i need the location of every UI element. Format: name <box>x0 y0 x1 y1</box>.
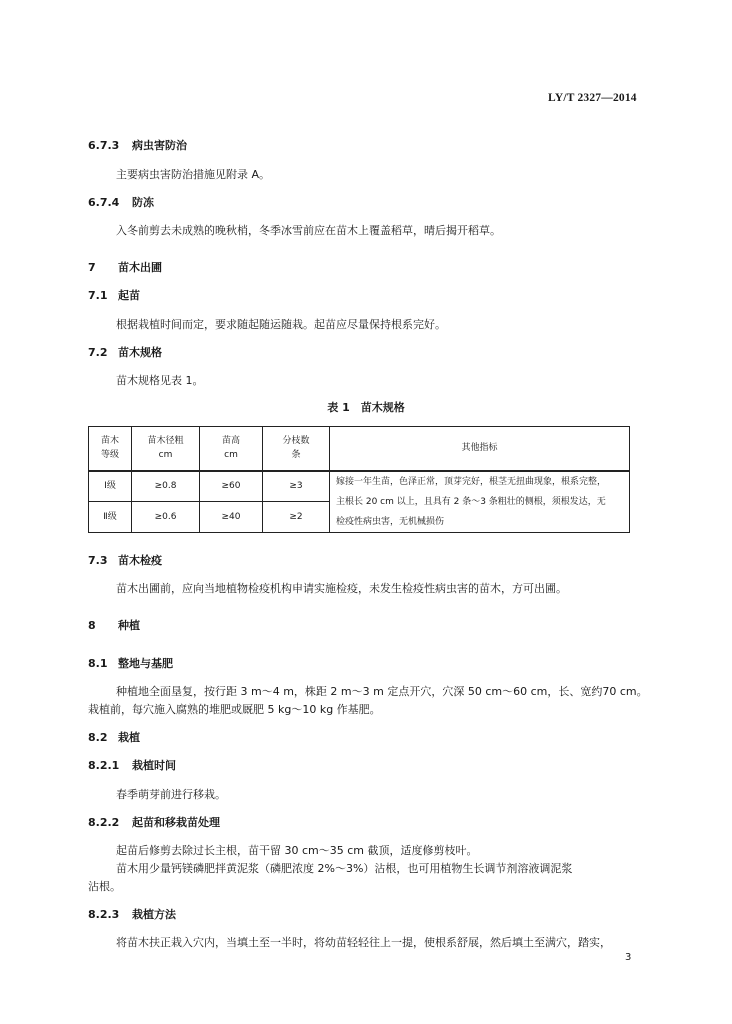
header-grade: 苗木 等级 <box>89 427 132 471</box>
section-title: 起苗 <box>118 289 140 302</box>
section-number: 7.1 <box>88 289 108 302</box>
heading-7-1 <box>88 287 140 303</box>
section-number: 8.1 <box>88 657 108 670</box>
section-number: 8.2 <box>88 731 108 744</box>
header-height: 苗高 cm <box>200 427 263 471</box>
cell-height: ≥60 <box>200 471 263 502</box>
paragraph-8-2-3: 将苗木扶正栽入穴内，当填土至一半时，将幼苗轻轻往上一提，使根系舒展，然后填土至满穴，踏实， <box>116 936 611 949</box>
section-title: 栽植时间 <box>132 759 176 772</box>
section-title: 种植 <box>118 619 140 632</box>
cell-other-indicators <box>330 471 630 533</box>
section-title: 苗木出圃 <box>118 261 162 274</box>
section-number: 8.2.3 <box>88 908 120 921</box>
seedling-spec-table <box>88 426 630 533</box>
page-number: 3 <box>625 952 632 963</box>
heading-6-7-4 <box>88 194 154 210</box>
header-branches: 分枝数 条 <box>263 427 330 471</box>
paragraph-6-7-3: 主要病虫害防治措施见附录 A。 <box>116 168 271 181</box>
section-title: 防冻 <box>132 196 154 209</box>
heading-8-2-1 <box>88 757 176 773</box>
section-number: 6.7.3 <box>88 139 120 152</box>
heading-8-2-3 <box>88 906 176 922</box>
section-title: 栽植方法 <box>132 908 176 921</box>
cell-height: ≥40 <box>200 501 263 532</box>
paragraph-8-2-1: 春季萌芽前进行移栽。 <box>116 788 226 801</box>
header-other: 其他指标 <box>330 427 630 471</box>
section-title: 苗木规格 <box>118 346 162 359</box>
paragraph-8-2-2-line-3: 沾根。 <box>88 880 121 893</box>
paragraph-7-3: 苗木出圃前，应向当地植物检疫机构申请实施检疫，未发生检疫性病虫害的苗木，方可出圃。 <box>116 582 567 595</box>
heading-7-3 <box>88 552 162 568</box>
cell-diameter: ≥0.8 <box>132 471 200 502</box>
table-row <box>89 471 630 502</box>
section-number: 8 <box>88 619 96 632</box>
paragraph-8-1-line-1: 种植地全面垦复，按行距 3 m～4 m，株距 2 m～3 m 定点开穴，穴深 50 cm～60 cm，长、宽约70 cm。 <box>116 685 648 698</box>
section-number: 8.2.1 <box>88 759 120 772</box>
cell-grade: Ⅰ级 <box>89 471 132 502</box>
other-line-2: 主根长 20 cm 以上，且具有 2 条～3 条粗壮的侧根，须根发达，无 <box>336 496 606 507</box>
table-header-row <box>89 427 630 471</box>
section-number: 7 <box>88 261 96 274</box>
paragraph-8-2-2-line-2: 苗木用少量钙镁磷肥拌黄泥浆（磷肥浓度 2%～3%）沾根，也可用植物生长调节剂溶液调泥浆 <box>116 862 573 875</box>
heading-7 <box>88 259 162 275</box>
section-number: 6.7.4 <box>88 196 120 209</box>
cell-branches: ≥3 <box>263 471 330 502</box>
section-number: 7.3 <box>88 554 108 567</box>
heading-8 <box>88 617 140 633</box>
heading-8-2-2 <box>88 814 220 830</box>
standard-code: LY/T 2327—2014 <box>548 92 637 104</box>
cell-grade: Ⅱ级 <box>89 501 132 532</box>
paragraph-8-1-line-2: 栽植前，每穴施入腐熟的堆肥或厩肥 5 kg～10 kg 作基肥。 <box>88 703 381 716</box>
section-number: 7.2 <box>88 346 108 359</box>
paragraph-7-2: 苗木规格见表 1。 <box>116 374 204 387</box>
header-diameter: 苗木径粗 cm <box>132 427 200 471</box>
section-title: 起苗和移栽苗处理 <box>132 816 220 829</box>
section-title: 病虫害防治 <box>132 139 187 152</box>
section-title: 整地与基肥 <box>118 657 173 670</box>
heading-8-2 <box>88 729 140 745</box>
cell-diameter: ≥0.6 <box>132 501 200 532</box>
heading-7-2 <box>88 344 162 360</box>
cell-branches: ≥2 <box>263 501 330 532</box>
section-title: 苗木检疫 <box>118 554 162 567</box>
paragraph-6-7-4: 入冬前剪去未成熟的晚秋梢，冬季冰雪前应在苗木上覆盖稻草，晴后揭开稻草。 <box>116 224 501 237</box>
paragraph-7-1: 根据栽植时间而定，要求随起随运随栽。起苗应尽量保持根系完好。 <box>116 318 446 331</box>
other-line-3: 检疫性病虫害，无机械损伤 <box>336 516 445 527</box>
heading-8-1 <box>88 655 173 671</box>
paragraph-8-2-2-line-1: 起苗后修剪去除过长主根，苗干留 30 cm～35 cm 截顶，适度修剪枝叶。 <box>116 844 478 857</box>
table-title: 表 1 苗木规格 <box>327 401 405 414</box>
other-line-1: 嫁接一年生苗，色泽正常，顶芽完好，根茎无扭曲现象，根系完整， <box>336 476 607 487</box>
section-number: 8.2.2 <box>88 816 120 829</box>
heading-6-7-3 <box>88 137 187 153</box>
section-title: 栽植 <box>118 731 140 744</box>
